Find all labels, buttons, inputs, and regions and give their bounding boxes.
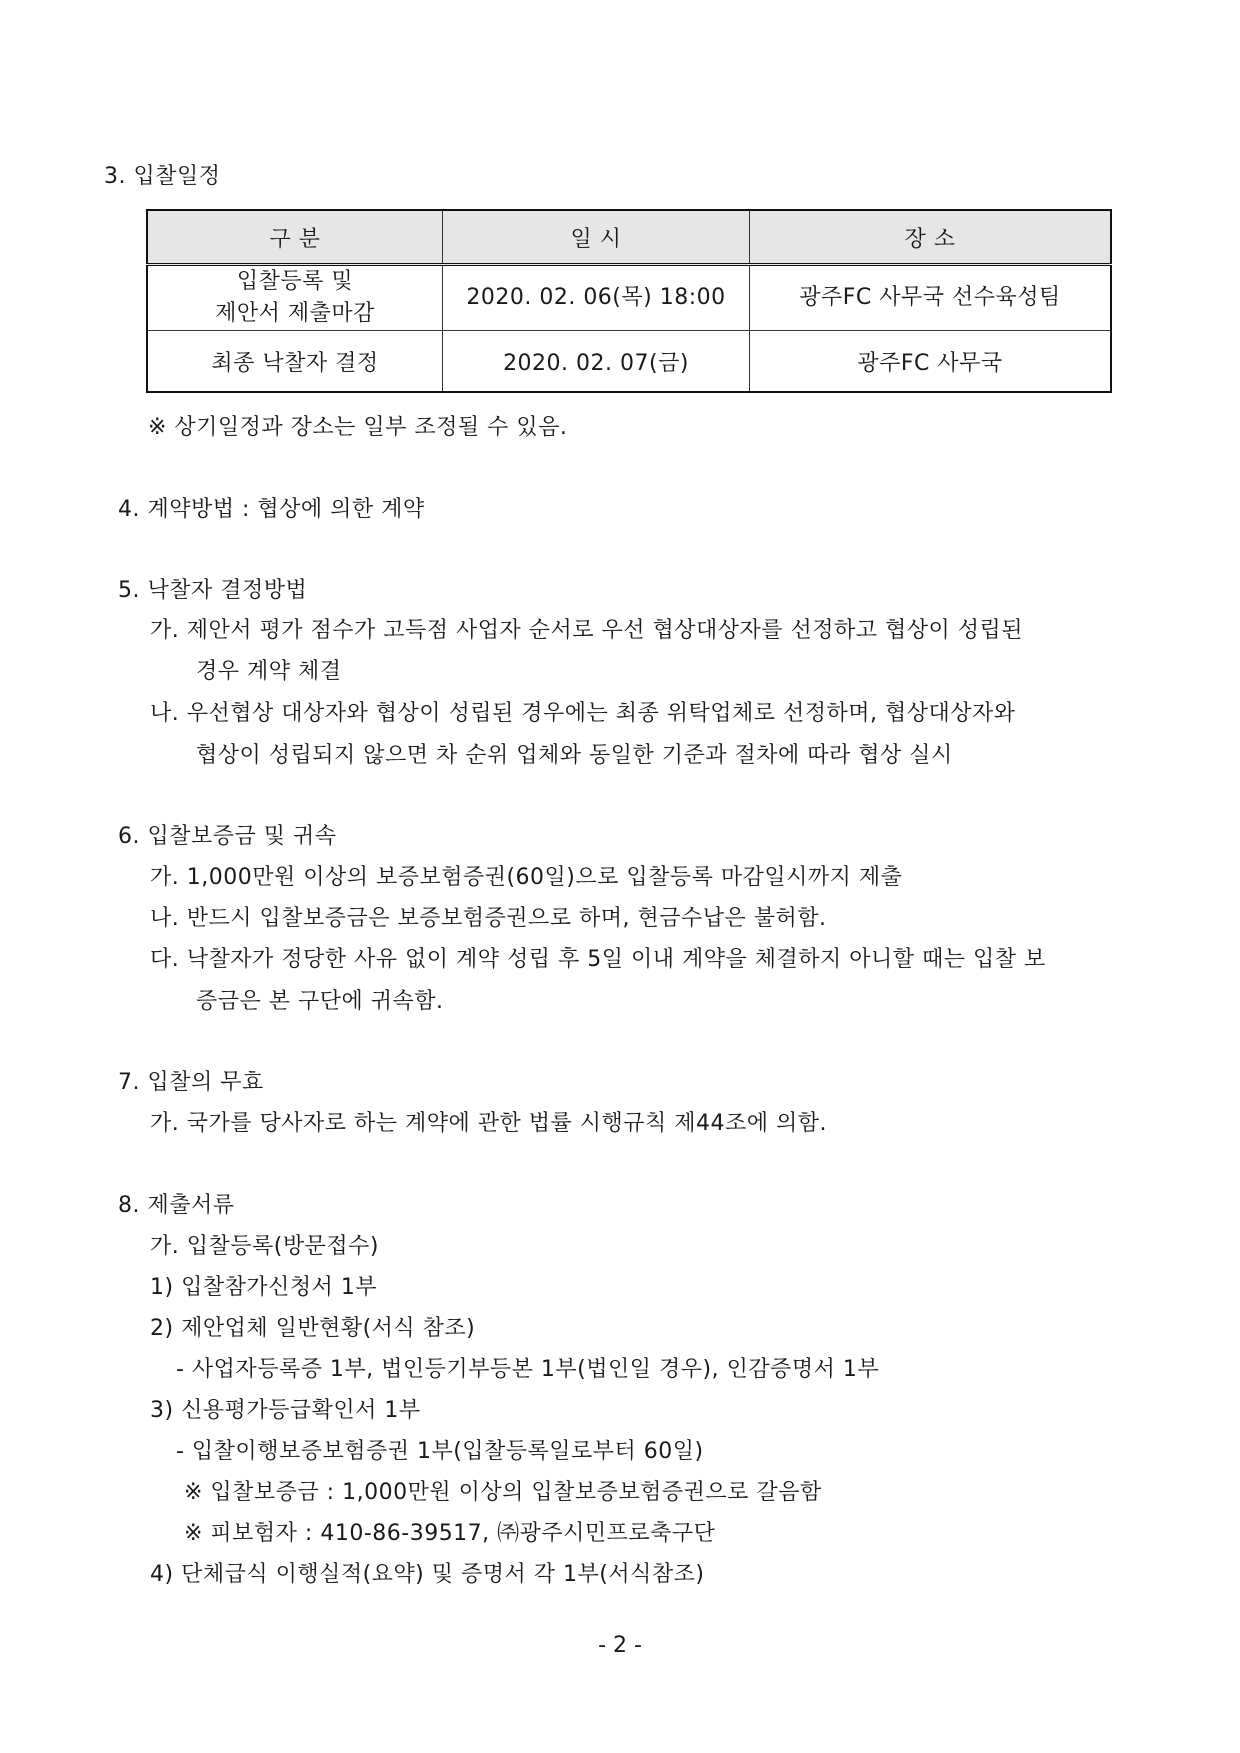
section-4-title: 4. 계약방법 : 협상에 의한 계약 (118, 497, 425, 522)
section-7-title: 7. 입찰의 무효 (118, 1070, 264, 1095)
section-6-item-c-line2: 증금은 본 구단에 귀속함. (196, 989, 444, 1014)
section-8-item-3-note-deposit: ※ 입찰보증금 : 1,000만원 이상의 입찰보증보험증권으로 갈음함 (184, 1480, 822, 1505)
table-header-row (147, 210, 1111, 265)
table-row (147, 265, 1111, 331)
row-category-line2: 제안서 제출마감 (215, 301, 375, 326)
section-5-title: 5. 낙찰자 결정방법 (118, 578, 308, 603)
section-6-item-a: 가. 1,000만원 이상의 보증보험증권(60일)으로 입찰등록 마감일시까지 제출 (150, 865, 903, 890)
section-7-item-a: 가. 국가를 당사자로 하는 계약에 관한 법률 시행규칙 제44조에 의함. (150, 1111, 827, 1136)
section-8-item-3-note-insured: ※ 피보험자 : 410-86-39517, ㈜광주시민프로축구단 (184, 1521, 716, 1546)
section-8-item-1: 1) 입찰참가신청서 1부 (150, 1275, 378, 1300)
section-5-item-b-line1: 나. 우선협상 대상자와 협상이 성립된 경우에는 최종 위탁업체로 선정하며, 협상대상자와 (150, 701, 1016, 726)
row-datetime: 2020. 02. 06(목) 18:00 (443, 265, 750, 331)
row-place: 광주FC 사무국 (750, 331, 1112, 393)
section-8-item-2-detail: - 사업자등록증 1부, 법인등기부등본 1부(법인일 경우), 인감증명서 1부 (176, 1357, 880, 1382)
section-8-item-4: 4) 단체급식 이행실적(요약) 및 증명서 각 1부(서식참조) (150, 1562, 705, 1587)
section-5-item-a-line1: 가. 제안서 평가 점수가 고득점 사업자 순서로 우선 협상대상자를 선정하고 협상이 성립된 (150, 618, 1023, 643)
section-3-title: 3. 입찰일정 (104, 164, 221, 189)
row-category (147, 265, 443, 331)
section-6-item-b: 나. 반드시 입찰보증금은 보증보험증권으로 하며, 현금수납은 불허함. (150, 906, 827, 931)
header-category: 구 분 (147, 210, 443, 265)
row-category-line1: 입찰등록 및 (236, 269, 354, 294)
header-datetime: 일 시 (443, 210, 750, 265)
table-row (147, 331, 1111, 393)
row-place: 광주FC 사무국 선수육성팀 (750, 265, 1112, 331)
page-number: - 2 - (598, 1633, 642, 1658)
section-3-note: ※ 상기일정과 장소는 일부 조정될 수 있음. (148, 415, 568, 440)
header-place: 장 소 (750, 210, 1112, 265)
schedule-table (146, 209, 1112, 393)
section-8-item-a: 가. 입찰등록(방문접수) (150, 1234, 379, 1259)
section-8-item-3: 3) 신용평가등급확인서 1부 (150, 1398, 421, 1423)
row-datetime: 2020. 02. 07(금) (443, 331, 750, 393)
section-8-item-2: 2) 제안업체 일반현황(서식 참조) (150, 1316, 476, 1341)
section-8-title: 8. 제출서류 (118, 1193, 235, 1218)
section-6-item-c-line1: 다. 낙찰자가 정당한 사유 없이 계약 성립 후 5일 이내 계약을 체결하지 아니할 때는 입찰 보 (150, 947, 1046, 972)
section-5-item-b-line2: 협상이 성립되지 않으면 차 순위 업체와 동일한 기준과 절차에 따라 협상 실시 (196, 743, 953, 768)
section-8-item-3-detail: - 입찰이행보증보험증권 1부(입찰등록일로부터 60일) (176, 1439, 704, 1464)
section-6-title: 6. 입찰보증금 및 귀속 (118, 824, 337, 849)
section-5-item-a-line2: 경우 계약 체결 (196, 659, 342, 684)
row-category: 최종 낙찰자 결정 (147, 331, 443, 393)
